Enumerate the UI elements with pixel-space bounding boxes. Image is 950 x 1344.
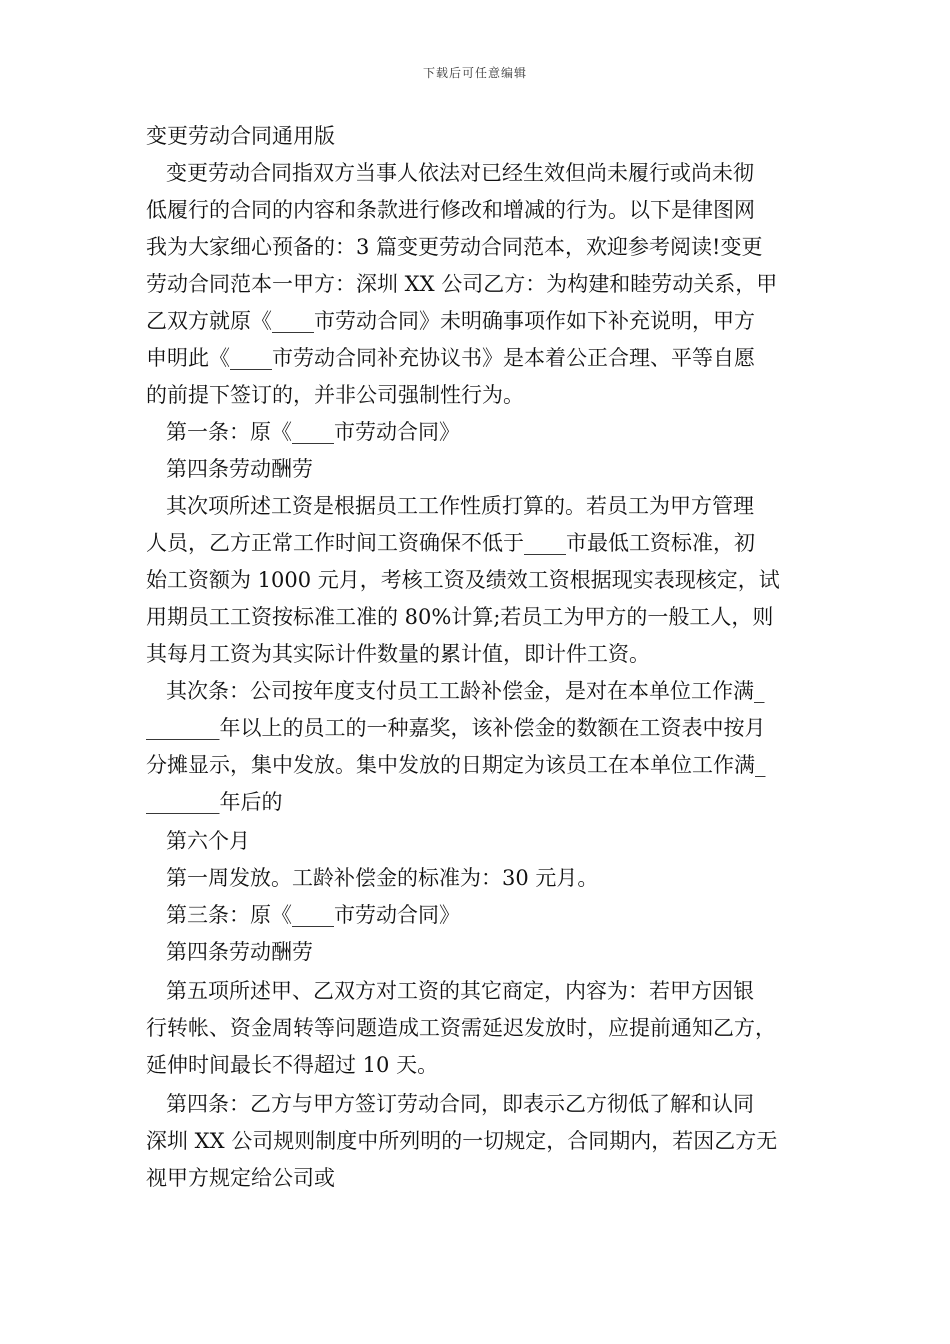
document-body — [146, 118, 812, 1197]
document-title: 变更劳动合同通用版 — [146, 124, 335, 148]
paragraph-line: 其次条：公司按年度支付员工工龄补偿金，是对在本单位工作满_ — [166, 679, 765, 703]
paragraph-line: 行转帐、资金周转等问题造成工资需延迟发放时，应提前通知乙方， — [146, 1016, 776, 1040]
paragraph-line: 其次项所述工资是根据员工工作性质打算的。若员工为甲方管理 — [166, 494, 754, 518]
paragraph-line: 延伸时间最长不得超过 10 天。 — [146, 1053, 439, 1077]
paragraph-line: 第五项所述甲、乙双方对工资的其它商定，内容为：若甲方因银 — [166, 979, 754, 1003]
paragraph-line: 变更劳动合同指双方当事人依法对已经生效但尚未履行或尚未彻 — [166, 161, 754, 185]
paragraph-line: 劳动合同范本一甲方：深圳 XX 公司乙方：为构建和睦劳动关系，甲 — [146, 272, 778, 296]
clause-heading: 第三条：原《____市劳动合同》 — [166, 903, 460, 927]
page-header: 下载后可任意编辑 — [422, 66, 527, 80]
paragraph-line: 申明此《____市劳动合同补充协议书》是本着公正合理、平等自愿 — [146, 346, 755, 370]
clause-heading: 第四条劳动酬劳 — [166, 457, 313, 481]
paragraph-line: 第六个月 — [166, 829, 250, 853]
paragraph-line: 的前提下签订的，并非公司强制性行为。 — [146, 383, 524, 407]
paragraph-line: 低履行的合同的内容和条款进行修改和增减的行为。以下是律图网 — [146, 198, 755, 222]
paragraph-line: 第四条：乙方与甲方签订劳动合同，即表示乙方彻低了解和认同 — [166, 1092, 754, 1116]
paragraph-line: 深圳 XX 公司规则制度中所列明的一切规定，合同期内，若因乙方无 — [146, 1129, 778, 1153]
clause-heading: 第一条：原《____市劳动合同》 — [166, 420, 460, 444]
paragraph-line: 其每月工资为其实际计件数量的累计值，即计件工资。 — [146, 642, 650, 666]
paragraph-line: 分摊显示，集中发放。集中发放的日期定为该员工在本单位工作满_ — [146, 753, 766, 777]
paragraph-line: 用期员工工资按标准工准的 80%计算;若员工为甲方的一般工人，则 — [146, 605, 774, 629]
paragraph-line: _______年以上的员工的一种嘉奖，该补偿金的数额在工资表中按月 — [146, 716, 766, 740]
paragraph-line: _______年后的 — [146, 790, 283, 814]
paragraph-line: 始工资额为 1000 元月，考核工资及绩效工资根据现实表现核定，试 — [146, 568, 780, 592]
paragraph-line: 视甲方规定给公司或 — [146, 1166, 335, 1190]
paragraph-line: 第一周发放。工龄补偿金的标准为：30 元月。 — [166, 866, 599, 890]
paragraph-line: 人员，乙方正常工作时间工资确保不低于____市最低工资标准，初 — [146, 531, 755, 555]
clause-heading: 第四条劳动酬劳 — [166, 940, 313, 964]
paragraph-line: 乙双方就原《____市劳动合同》未明确事项作如下补充说明，甲方 — [146, 309, 755, 333]
paragraph-line: 我为大家细心预备的：3 篇变更劳动合同范本，欢迎参考阅读!变更 — [146, 235, 763, 259]
